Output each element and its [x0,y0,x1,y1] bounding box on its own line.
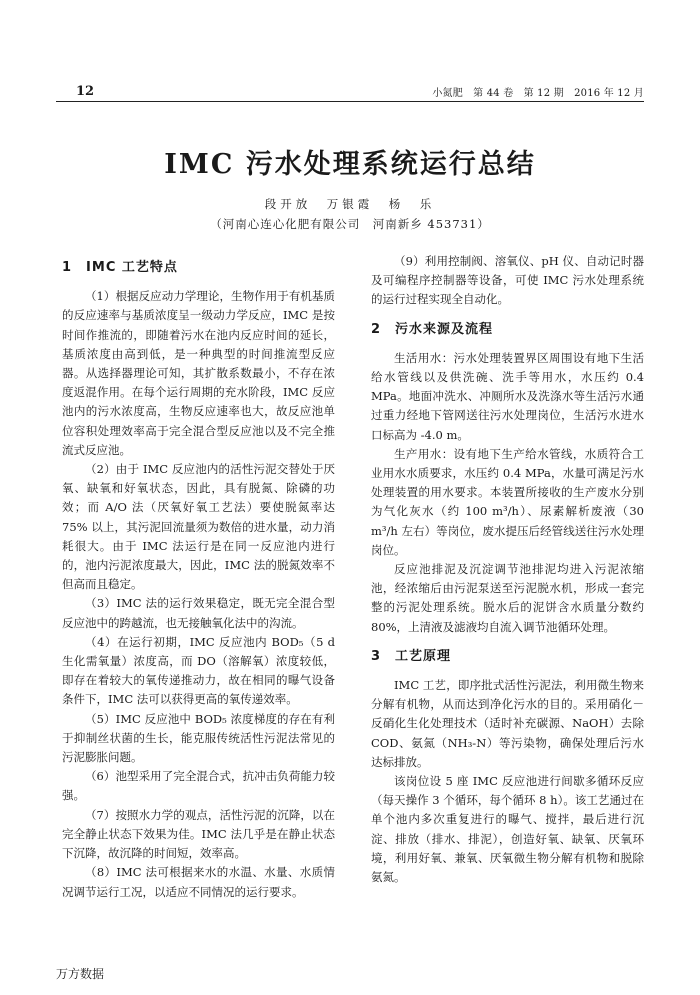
paragraph: 反应池排泥及沉淀调节池排泥均进入污泥浓缩池，经浓缩后由污泥泵送至污泥脱水机，形成一套完整的污泥处理系统。脱水后的泥饼含水质量分数约 80%，上清液及滤液均自流入调节池循环处理。 [371,562,644,634]
page-number: 12 [76,84,95,99]
section-heading: 1 IMC 工艺特点 [62,260,178,275]
paragraph: （7）按照水力学的观点，活性污泥的沉降，以在完全静止状态下效果为佳。IMC 法几乎是在静止状态下沉降，故沉降的时间短，效率高。 [62,807,335,861]
article-affiliation: （河南心连心化肥有限公司 河南新乡 453731） [210,217,490,231]
paragraph: （9）利用控制阀、溶氧仪、pH 仪、自动记时器及可编程序控制器等设备，可使 IMC 污水处理系统的运行过程实现全自动化。 [371,254,644,307]
section-heading: 2 污水来源及流程 [371,321,494,337]
left-column [62,252,335,902]
paragraph: （4）在运行初期，IMC 反应池内 BOD₅（5 d 生化需氧量）浓度高，而 DO（溶解氧）浓度较低，即存在着较大的氧传递推动力，故在相同的曝气设备条件下，IMC 法可以获得更高的氧传递效率。 [62,634,335,707]
article-title: IMC 污水处理系统运行总结 [164,149,536,180]
paragraph: （8）IMC 法可根据来水的水温、水量、水质情况调节运行工况，以适应不同情况的运行要求。 [62,865,335,899]
header-rule [56,101,644,102]
section-heading: 3 工艺原理 [371,648,452,664]
paragraph: （5）IMC 反应池中 BOD₅ 浓度梯度的存在有利于抑制丝状菌的生长，能克服传统活性污泥法常见的污泥膨胀问题。 [62,711,335,765]
article-authors: 段开放 万银霞 杨 乐 [264,197,436,211]
paragraph: （1）根据反应动力学理论，生物作用于有机基质的反应速率与基质浓度呈一级动力学反应，IMC 是按时间作推流的，即随着污水在池内反应时间的延长，基质浓度由高到低，是一种典型的时间推流型反应器。从选择器理论可知，其扩散系数最小，不存在浓度返混作用。在每个运行周期的充水阶段，IMC 反应池内的污水浓度高，生物反应速率也大，故反应池单位容积处理效率高于完全混合型反应池以及不完全推流式反应池。 [62,289,335,457]
paragraph: 生产用水：设有地下生产给水管线，水质符合工业用水水质要求，水压约 0.4 MPa，水量可满足污水处理装置的用水要求。本装置所接收的生产废水分别为气化灰水（约 100 m³/h）、尿素解析废液（30 m³/h 左右）等岗位，废水提压后经管线送往污水处理岗位。 [371,446,644,557]
running-head: 小氮肥 第 44 卷 第 12 期 2016 年 12 月 [432,88,644,99]
paragraph: 该岗位设 5 座 IMC 反应池进行间歇多循环反应（每天操作 3 个循环，每个循环 8 h）。该工艺通过在单个池内多次重复进行的曝气、搅拌，最后进行沉淀、排放（排水、排泥），创造好氧、缺氧、厌氧环境，利用好氧、兼氧、厌氧微生物分解有机物和脱除氨氮。 [371,774,644,885]
paragraph: 生活用水：污水处理装置界区周围设有地下生活给水管线以及供洗碗、洗手等用水，水压约 0.4 MPa。地面冲洗水、冲厕所水及洗涤水等生活污水通过重力经地下管网送往污水处理岗位，生活污水进水口标高为 -4.0 m。 [371,350,644,442]
footer-source: 万方数据 [56,967,105,981]
right-column [371,252,644,887]
paragraph: （2）由于 IMC 反应池内的活性污泥交替处于厌氧、缺氧和好氧状态，因此，具有脱氮、除磷的功效；而 A/O 法（厌氧好氧工艺法）要使脱氮率达 75% 以上，其污泥回流量须为数倍的进水量，动力消耗很大。由于 IMC 法运行是在同一反应池内进行的，池内污泥浓度最大，因此，IMC 法的脱氮效率不但高而且稳定。 [62,462,335,592]
paragraph: （6）池型采用了完全混合式，抗冲击负荷能力较强。 [62,769,335,803]
paragraph: IMC 工艺，即序批式活性污泥法，利用微生物来分解有机物，从而达到净化污水的目的。采用硝化－反硝化生化处理技术（适时补充碳源、NaOH）去除 COD、氨氮（NH₃-N）等污染物，确保处理后污水达标排放。 [371,678,644,769]
paragraph: （3）IMC 法的运行效果稳定，既无完全混合型反应池中的跨越流，也无接触氧化法中的沟流。 [62,596,335,630]
